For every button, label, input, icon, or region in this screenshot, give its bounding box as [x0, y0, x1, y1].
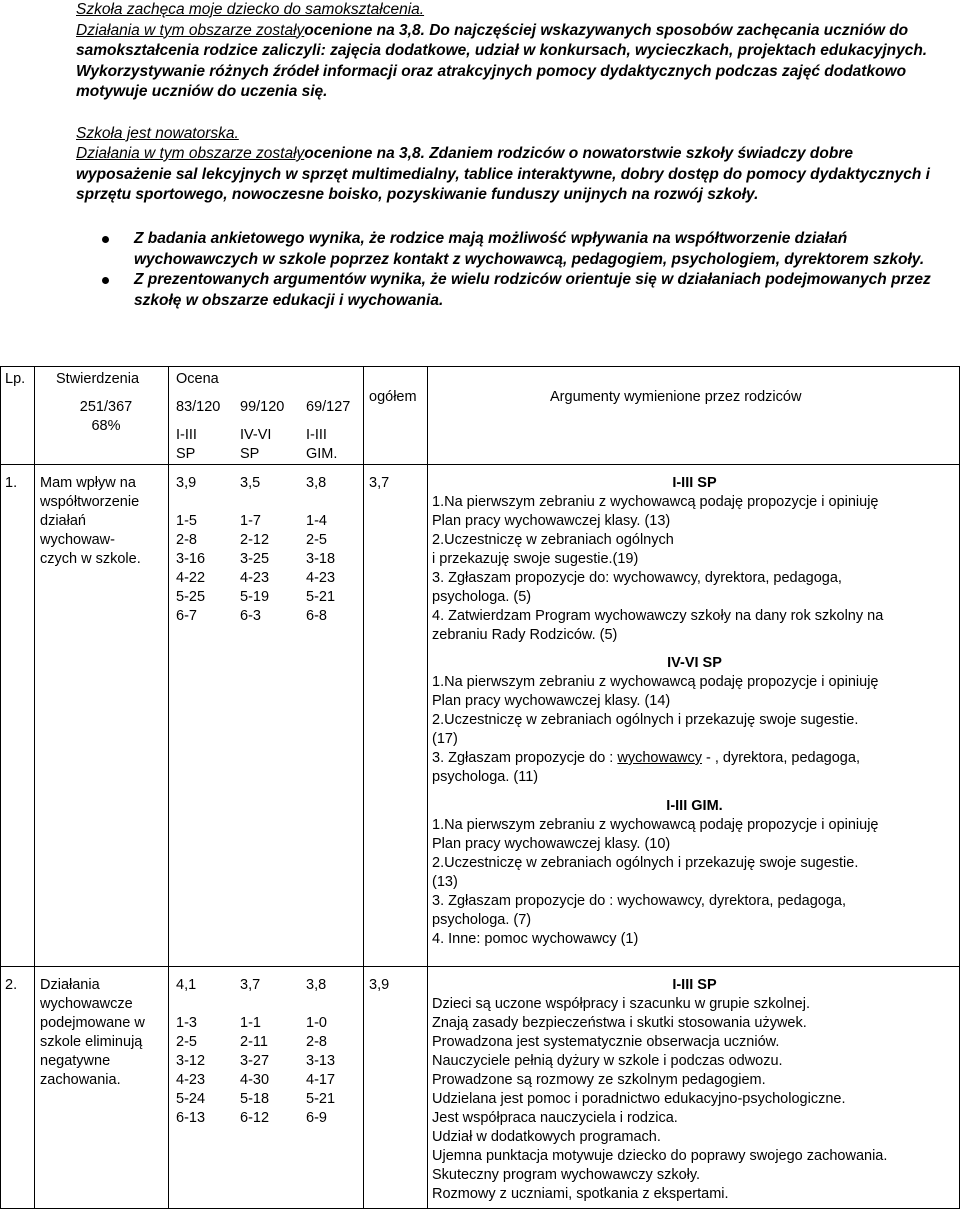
- text-line: 5-19: [240, 589, 270, 605]
- text-line: 1.Na pierwszym zebraniu z wychowawcą podaję propozycje i opiniuję: [432, 817, 879, 833]
- table-border-left: [0, 366, 1, 1209]
- text-line: Mam wpływ na: [40, 475, 136, 491]
- text-line: Ujemna punktacja motywuje dziecko do poprawy swojego zachowania.: [432, 1148, 888, 1164]
- header-lp: Lp.: [5, 371, 26, 387]
- header-argumenty: Argumenty wymienione przez rodziców: [550, 389, 802, 405]
- text-line: 2-11: [240, 1034, 268, 1050]
- header-group-3-label: GIM.: [306, 446, 338, 462]
- text-line: 3-16: [176, 551, 206, 567]
- text-line: 1-3: [176, 1015, 197, 1031]
- header-ocena: Ocena: [176, 371, 219, 387]
- text-line: wychowawcze: [40, 996, 133, 1012]
- row-1-total: 3,7: [369, 475, 390, 491]
- bullet-item: [102, 270, 932, 311]
- row-1-lp: 1.: [5, 475, 18, 491]
- text-line: 2-8: [176, 532, 197, 548]
- text-line: negatywne: [40, 1053, 111, 1069]
- row-1-args-sp46: [432, 673, 879, 749]
- text-line: 6-8: [306, 608, 327, 624]
- text-line: Jest współpraca nauczyciela i rodzica.: [432, 1110, 678, 1126]
- text-line: Prowadzone są rozmowy ze szkolnym pedagogiem.: [432, 1072, 766, 1088]
- bullet-dot-icon: [102, 236, 109, 243]
- header-group-1-count: 83/120: [176, 399, 221, 415]
- row-1-args-sp46-line5: [432, 749, 860, 768]
- section-2-text: [76, 144, 946, 206]
- text-line: wychowaw-: [40, 532, 115, 548]
- col-divider-stw: [168, 366, 169, 1209]
- text-line: psychologa. (5): [432, 589, 532, 605]
- text-line: psychologa. (7): [432, 912, 532, 928]
- text-line: 3-27: [240, 1053, 270, 1069]
- bullet-dot-icon: [102, 277, 109, 284]
- col-divider-lp: [34, 366, 35, 1209]
- text-line: 6-7: [176, 608, 197, 624]
- text-line: 5-21: [306, 589, 336, 605]
- text-line: 4-22: [176, 570, 206, 586]
- section-1-title: Szkoła zachęca moje dziecko do samokształcenia.: [76, 1, 425, 18]
- text-line: 3,8: [306, 977, 327, 993]
- section-1-body: Do najczęściej wskazywanych sposobów zachęcania uczniów do samokształcenia rodzice zaliczyli: zajęcia dodatkowe, udział w konkursach, wycieczkach, projektach edukacyjnych. Wykorzystywanie różnych źródeł informacji oraz atrakcyjnych pomocy dydaktycznych podczas zajęć dodatkowo motywuje uczniów do uczenia się.: [76, 21, 928, 100]
- text-line: Udział w dodatkowych programach.: [432, 1129, 661, 1145]
- row-2-args-head-sp13: I-III SP: [672, 977, 717, 993]
- row-1-args-sp46-line6: psychologa. (11): [432, 769, 539, 785]
- table-border-top: [0, 366, 960, 367]
- row-1-args-gim: [432, 816, 879, 949]
- text-line: [176, 995, 205, 1014]
- text-line: 3-18: [306, 551, 336, 567]
- header-total-count: 251/367: [79, 399, 133, 415]
- text-line: 1.Na pierwszym zebraniu z wychowawcą podaję propozycje i opiniuję: [432, 674, 879, 690]
- text-line: 1.Na pierwszym zebraniu z wychowawcą podaję propozycje i opiniuję: [432, 494, 879, 510]
- text-line: zebraniu Rady Rodziców. (5): [432, 627, 618, 643]
- section-2-body: Zdaniem rodziców o nowatorstwie szkoły świadczy dobre wyposażenie sal lekcyjnych w sprzęt multimedialny, tablice interaktywne, dobry dostęp do pomocy dydaktycznych i sprzętu sportowego, nowoczesne boisko, pozyskiwanie funduszy unijnych na rozwój szkoły.: [76, 145, 930, 203]
- text-line: 6-13: [176, 1110, 206, 1126]
- text-line: 1-5: [176, 513, 197, 529]
- text-line: 4. Zatwierdzam Program wychowawczy szkoły na dany rok szkolny na: [432, 608, 884, 624]
- header-group-3-count: 69/127: [306, 399, 351, 415]
- header-group-3-label: I-III: [306, 427, 327, 443]
- text-line: działań: [40, 513, 86, 529]
- text-line: 4-23: [176, 1072, 206, 1088]
- row-2-group-3-values: [306, 976, 335, 1128]
- col-divider-ocena: [363, 366, 364, 1209]
- text-line: Prowadzona jest systematycznie obserwacja uczniów.: [432, 1034, 780, 1050]
- header-group-2-label: SP: [240, 446, 260, 462]
- header-group-1-label: SP: [176, 446, 196, 462]
- text-line: [306, 995, 335, 1014]
- text-line: 4. Inne: pomoc wychowawcy (1): [432, 931, 639, 947]
- text-line: Plan pracy wychowawczej klasy. (14): [432, 693, 671, 709]
- text-line: 2-12: [240, 532, 270, 548]
- header-stwierdzenia: Stwierdzenia: [56, 371, 140, 387]
- header-ogolem: ogółem: [369, 389, 417, 405]
- text-line: podejmowane w: [40, 1015, 145, 1031]
- row-1-args-head-sp13: I-III SP: [672, 475, 717, 491]
- section-2-rated: ocenione na 3,8.: [304, 145, 425, 162]
- text-line: 4,1: [176, 977, 197, 993]
- text-line: [176, 493, 205, 512]
- text-line: czych w szkole.: [40, 551, 141, 567]
- row-2-group-2-values: [240, 976, 269, 1128]
- row-2-args-sp13: [432, 995, 887, 1204]
- row-1-args-head-sp46: IV-VI SP: [667, 655, 722, 671]
- text-line: 5-25: [176, 589, 206, 605]
- row-2-lp: 2.: [5, 977, 18, 993]
- row-2-group-1-values: [176, 976, 205, 1128]
- intro-section: [76, 0, 946, 206]
- text-line: [240, 493, 269, 512]
- text-line: 5-24: [176, 1091, 206, 1107]
- text-line: 3,8: [306, 475, 327, 491]
- row-1-group-2-values: [240, 474, 269, 626]
- text-line: 2-5: [176, 1034, 197, 1050]
- text-line: i przekazuję swoje sugestie.(19): [432, 551, 639, 567]
- text-line: 6-12: [240, 1110, 270, 1126]
- text-line: 4-23: [240, 570, 270, 586]
- row-2-total: 3,9: [369, 977, 390, 993]
- bullet-text: Z prezentowanych argumentów wynika, że wielu rodziców orientuje się w działaniach podejmowanych przez szkołę w obszarze edukacji i wychowania.: [134, 271, 931, 309]
- text-line: zachowania.: [40, 1072, 121, 1088]
- bullet-list: [102, 229, 932, 311]
- section-1-text: [76, 21, 946, 103]
- text-line: Skuteczny program wychowawczy szkoły.: [432, 1167, 701, 1183]
- bullet-text: Z badania ankietowego wynika, że rodzice mają możliwość wpływania na współtworzenie działań wychowawczych w szkole poprzez kontakt z wychowawcą, pedagogiem, psychologiem, dyrektorem szkoły.: [134, 230, 925, 268]
- col-divider-ogolem: [427, 366, 428, 1209]
- bullet-item: [102, 229, 932, 270]
- row-1-args-sp46-post: - , dyrektora, pedagoga,: [701, 750, 860, 766]
- text-line: Udzielana jest pomoc i poradnictwo edukacyjno-psychologiczne.: [432, 1091, 846, 1107]
- text-line: 2.Uczestniczę w zebraniach ogólnych: [432, 532, 674, 548]
- text-line: Plan pracy wychowawczej klasy. (10): [432, 836, 671, 852]
- table-header-line: [0, 464, 960, 465]
- text-line: Nauczyciele pełnią dyżury w szkole i podczas odwozu.: [432, 1053, 783, 1069]
- text-line: 5-21: [306, 1091, 336, 1107]
- text-line: 3. Zgłaszam propozycje do: wychowawcy, dyrektora, pedagoga,: [432, 570, 842, 586]
- text-line: (17): [432, 731, 458, 747]
- text-line: 2-5: [306, 532, 327, 548]
- text-line: 3-13: [306, 1053, 336, 1069]
- text-line: Plan pracy wychowawczej klasy. (13): [432, 513, 671, 529]
- text-line: [306, 493, 335, 512]
- text-line: (13): [432, 874, 458, 890]
- text-line: 6-9: [306, 1110, 327, 1126]
- header-total-percent: 68%: [91, 418, 121, 434]
- text-line: 1-4: [306, 513, 327, 529]
- text-line: 3,9: [176, 475, 197, 491]
- header-group-2-count: 99/120: [240, 399, 285, 415]
- row-1-args-head-gim: I-III GIM.: [666, 798, 723, 814]
- text-line: 3,7: [240, 977, 261, 993]
- text-line: Znają zasady bezpieczeństwa i skutki stosowania używek.: [432, 1015, 807, 1031]
- text-line: [240, 995, 269, 1014]
- text-line: 1-1: [240, 1015, 261, 1031]
- text-line: 4-17: [306, 1072, 336, 1088]
- header-group-2-label: IV-VI: [240, 427, 272, 443]
- row-1-group-1-values: [176, 474, 205, 626]
- text-line: szkole eliminują: [40, 1034, 143, 1050]
- text-line: 1-0: [306, 1015, 327, 1031]
- text-line: 2-8: [306, 1034, 327, 1050]
- text-line: współtworzenie: [40, 494, 140, 510]
- text-line: 3-12: [176, 1053, 206, 1069]
- row-1-statement: [40, 474, 141, 569]
- text-line: 3-25: [240, 551, 270, 567]
- text-line: 5-18: [240, 1091, 270, 1107]
- section-1-rated: ocenione na 3,8.: [304, 21, 425, 39]
- text-line: 1-7: [240, 513, 261, 529]
- text-line: 4-30: [240, 1072, 270, 1088]
- row-1-args-sp46-underlined: wychowawcy: [617, 750, 702, 766]
- text-line: 2.Uczestniczę w zebraniach ogólnych i przekazuję swoje sugestie.: [432, 855, 859, 871]
- text-line: Rozmowy z uczniami, spotkania z ekspertami.: [432, 1186, 729, 1202]
- row-1-args-sp46-pre: 3. Zgłaszam propozycje do :: [432, 750, 618, 766]
- section-2-lead: Działania w tym obszarze zostały: [76, 145, 305, 162]
- text-line: Działania: [40, 977, 100, 993]
- text-line: 4-23: [306, 570, 336, 586]
- text-line: 3,5: [240, 475, 261, 491]
- row-1-args-sp13: [432, 493, 883, 645]
- text-line: 2.Uczestniczę w zebraniach ogólnych i przekazuję swoje sugestie.: [432, 712, 859, 728]
- text-line: 6-3: [240, 608, 261, 624]
- section-1-lead: Działania w tym obszarze zostały: [76, 21, 305, 39]
- text-line: 3. Zgłaszam propozycje do : wychowawcy, dyrektora, pedagoga,: [432, 893, 846, 909]
- table-row-separator: [0, 966, 960, 967]
- row-1-group-3-values: [306, 474, 335, 626]
- text-line: Dzieci są uczone współpracy i szacunku w grupie szkolnej.: [432, 996, 810, 1012]
- section-2-title: Szkoła jest nowatorska.: [76, 124, 239, 142]
- row-2-statement: [40, 976, 145, 1090]
- header-group-1-label: I-III: [176, 427, 197, 443]
- table-border-bottom: [0, 1208, 960, 1209]
